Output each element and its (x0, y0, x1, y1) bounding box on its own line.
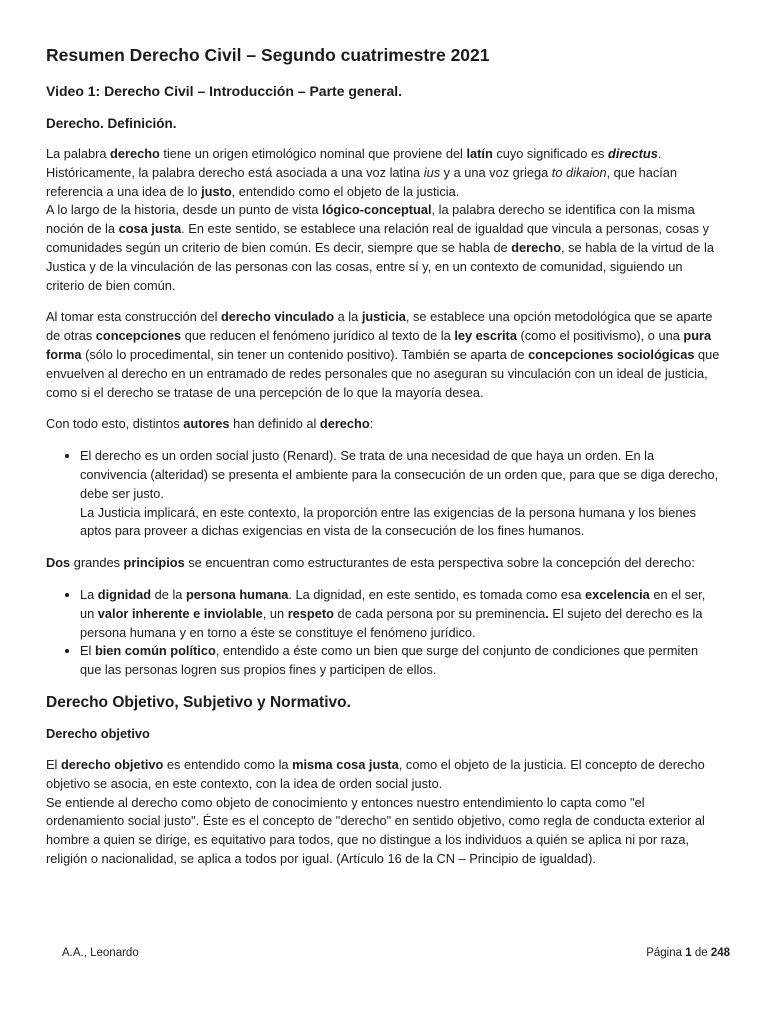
text-run: Se entiende al derecho como objeto de conocimiento y entonces nuestro entendimiento lo capta como "el ordenamiento social justo". Éste es el concepto de "derecho" en sentido objetivo, como regla de conducta exterior al hombre a quien se dirige, es equitativo para todos, que no distingue a los individuos a quién se aplica ni por raza, religión o nacionalidad, se aplica a todos por igual. (Artículo 16 de la CN – Principio de igualdad). (46, 794, 705, 866)
text-run: concepciones sociológicas (528, 346, 695, 362)
text-run: se encuentran como estructurantes de esta perspectiva sobre la concepción del derecho: (184, 555, 695, 571)
text-run: de la (151, 586, 186, 602)
text-run: bien común político (94, 643, 216, 659)
text-run: cosa justa (118, 221, 182, 237)
text-run: es entendido como la (163, 756, 293, 772)
subsection-heading-derecho-objetivo: Derecho objetivo (46, 725, 150, 741)
text-run: La palabra (46, 146, 111, 161)
text-run: , un (262, 605, 288, 621)
text-run: dignidad (97, 586, 152, 602)
text-run: pura forma (46, 328, 712, 362)
list-item (80, 586, 722, 642)
text-run: , como el objeto de la justicia. El concepto de derecho objetivo se asocia, en este contexto, con la idea de orden social justo. (46, 756, 705, 791)
text-run: persona humana (185, 586, 289, 602)
text-run: derecho (110, 146, 160, 161)
section-heading-objetivo-subjetivo-normativo: Derecho Objetivo, Subjetivo y Normativo. (46, 693, 351, 711)
text-run: : (369, 416, 374, 432)
document-title: Resumen Derecho Civil – Segundo cuatrimestre 2021 (46, 45, 490, 65)
paragraph-principios-intro (46, 554, 722, 573)
text-run: La Justicia implicará, en este contexto, la proporción entre las exigencias de la persona humana y los bienes aptos para proveer a dichas exigencias en vista de la consecución de los fines humanos. (80, 504, 697, 539)
text-run: autores (183, 416, 230, 432)
paragraph-derecho-objetivo (46, 756, 722, 869)
text-run: derecho objetivo (60, 756, 164, 772)
text-run: to dikaion (551, 164, 607, 180)
text-run: tiene un origen etimológico nominal que proviene del (159, 146, 467, 161)
text-run: ius (423, 164, 441, 180)
text-run: que envuelven al derecho en un entramado de redes personales que no aseguran su vinculación con un ideal de justicia, como si el derecho se tratase de una percepción de lo que la mayoría desea. (46, 346, 720, 400)
text-run: Al tomar esta construcción del (46, 309, 221, 325)
text-run: La (80, 586, 98, 602)
text-run: de cada persona por su preminencia (333, 605, 546, 621)
text-run: derecho vinculado (220, 309, 335, 325)
text-run: lógico-conceptual (322, 202, 432, 218)
text-run: misma cosa justa (292, 756, 399, 772)
paragraph-autores-intro (46, 415, 722, 434)
text-run: derecho (319, 416, 370, 432)
text-run: principios (123, 555, 185, 571)
text-run: (como el positivismo), o una (516, 328, 684, 344)
page-footer (62, 946, 730, 961)
text-run: . La dignidad, en este sentido, es tomada como esa (288, 586, 586, 602)
text-run: ley escrita (454, 328, 517, 344)
paragraph-etimologia (46, 145, 722, 295)
text-run: 248 (710, 947, 730, 959)
text-run: , la palabra derecho se identifica con la misma noción de la (46, 202, 695, 237)
footer-author: A.A., Leonardo (62, 947, 139, 959)
text-run: . (545, 605, 549, 621)
list-principios (46, 586, 722, 680)
list-definiciones-autores (46, 447, 722, 541)
text-run: derecho (511, 239, 562, 255)
text-run: , entendido a éste como un bien que surge del conjunto de condiciones que permiten que las personas logren sus propios fines y participen de ellos. (80, 643, 699, 678)
text-run: en el ser, un (80, 586, 706, 621)
text-run: han definido al (229, 416, 320, 432)
text-run: Dos (46, 555, 71, 571)
list-item (80, 447, 722, 541)
text-run: directus (608, 146, 658, 161)
text-run: Página (646, 947, 686, 959)
paragraph-metodologia (46, 308, 722, 402)
text-run: concepciones (95, 328, 182, 344)
text-run: El (46, 756, 61, 772)
text-run: latín (466, 146, 493, 161)
footer-page-number (646, 946, 730, 961)
text-run: justicia (361, 309, 406, 325)
text-run: que reducen el fenómeno jurídico al texto de la (181, 328, 455, 344)
text-run: A lo largo de la historia, desde un punto de vista (46, 202, 323, 218)
text-run: , que hacían referencia a una idea de lo (46, 164, 678, 199)
text-run: 1 (685, 947, 692, 959)
text-run: a la (334, 309, 362, 325)
text-run: y a una voz griega (440, 164, 552, 180)
text-run: justo (201, 183, 232, 199)
text-run: respeto (287, 605, 334, 621)
text-run: Con todo esto, distintos (46, 416, 184, 432)
section-heading-definicion: Derecho. Definición. (46, 116, 177, 131)
text-run: cuyo significado es (492, 146, 609, 161)
text-run: , se habla de la virtud de la Justica y de la vinculación de las personas con las cosas, entre sí y, en un contexto de comunidad, siguiendo un criterio de bien común. (46, 239, 714, 293)
text-run: . Históricamente, la palabra derecho está asociada a una voz latina (46, 146, 662, 180)
text-run: de (691, 947, 711, 959)
text-run: . En este sentido, se establece una relación real de igualdad que vincula a personas, cosas y comunidades según un criterio de bien común. Es decir, siempre que se habla de (46, 221, 710, 255)
text-run: , se establece una opción metodológica que se aparte de otras (46, 309, 713, 344)
text-run: valor inherente e inviolable (97, 605, 263, 621)
text-run: grandes (70, 555, 124, 571)
text-run: excelencia (585, 586, 650, 602)
text-run: El (80, 643, 95, 659)
text-run: (sólo lo procedimental, sin tener un contenido positivo). También se aparta de (81, 346, 529, 362)
text-run: El derecho es un orden social justo (Renard). Se trata de una necesidad de que haya un orden. En la convivencia (alteridad) se presenta el ambiente para la consecución de un orden que, para que se diga derecho, debe ser justo. (80, 448, 719, 501)
list-item (80, 642, 722, 680)
text-run: , entendido como el objeto de la justicia. (231, 183, 460, 199)
video-heading: Video 1: Derecho Civil – Introducción – Parte general. (46, 83, 403, 99)
text-run: El sujeto del derecho es la persona humana y en torno a éste se constituye el fenómeno jurídico. (80, 605, 703, 640)
